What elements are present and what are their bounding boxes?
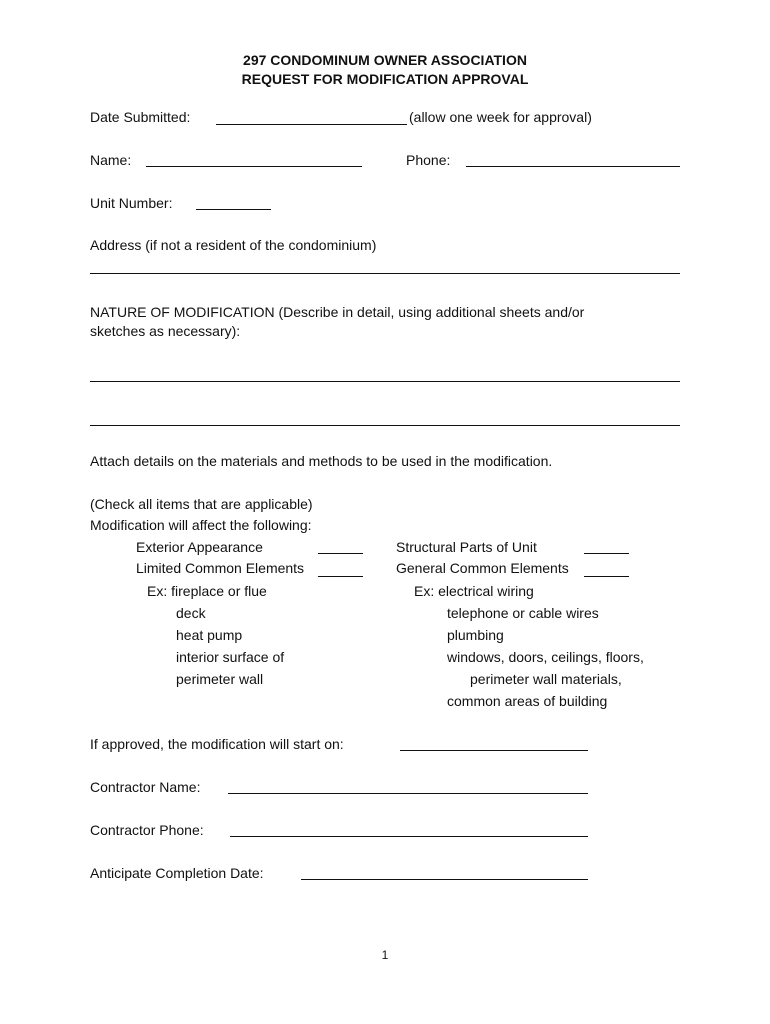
form-title: 297 CONDOMINUM OWNER ASSOCIATION [243, 52, 527, 68]
left-example-item: perimeter wall [176, 671, 264, 687]
nature-heading: NATURE OF MODIFICATION (Describe in detail, using additional sheets and/or [90, 304, 585, 320]
left-example-item: heat pump [176, 627, 243, 643]
address-label: Address (if not a resident of the condominium) [90, 237, 377, 253]
right-example-item: plumbing [447, 627, 504, 643]
left-example-item: interior surface of [176, 649, 285, 665]
attach-instructions: Attach details on the materials and methods to be used in the modification. [90, 453, 553, 469]
structural-parts-check[interactable] [584, 553, 629, 554]
affects-heading: Modification will affect the following: [90, 517, 312, 533]
start-date-field[interactable] [400, 750, 588, 751]
nature-field-line-2[interactable] [90, 425, 680, 426]
phone-field[interactable] [466, 166, 680, 167]
date-submitted-note: (allow one week for approval) [409, 109, 592, 125]
unit-number-label: Unit Number: [90, 195, 173, 211]
structural-parts-label: Structural Parts of Unit [396, 539, 537, 555]
right-example-item: common areas of building [447, 693, 608, 709]
general-common-elements-label: General Common Elements [396, 560, 569, 576]
limited-common-elements-check[interactable] [318, 576, 363, 577]
left-example-item: deck [176, 605, 206, 621]
nature-field-line-1[interactable] [90, 381, 680, 382]
unit-number-field[interactable] [196, 209, 271, 210]
contractor-phone-field[interactable] [230, 836, 588, 837]
exterior-appearance-label: Exterior Appearance [136, 539, 263, 555]
address-field[interactable] [90, 273, 680, 274]
right-example-item: telephone or cable wires [447, 605, 599, 621]
date-submitted-field[interactable] [216, 124, 407, 125]
completion-date-label: Anticipate Completion Date: [90, 865, 264, 881]
left-examples-label: Ex: fireplace or flue [147, 583, 267, 599]
form-subtitle: REQUEST FOR MODIFICATION APPROVAL [241, 71, 529, 87]
contractor-name-field[interactable] [228, 793, 588, 794]
right-examples-label: Ex: electrical wiring [414, 583, 534, 599]
completion-date-field[interactable] [301, 879, 588, 880]
exterior-appearance-check[interactable] [318, 553, 363, 554]
right-example-item: perimeter wall materials, [470, 671, 622, 687]
name-label: Name: [90, 152, 132, 168]
page-number: 1 [381, 948, 389, 962]
limited-common-elements-label: Limited Common Elements [136, 560, 305, 576]
start-date-label: If approved, the modification will start on: [90, 736, 344, 752]
right-example-item: windows, doors, ceilings, floors, [447, 649, 644, 665]
phone-label: Phone: [406, 152, 451, 168]
check-instructions: (Check all items that are applicable) [90, 496, 313, 512]
contractor-name-label: Contractor Name: [90, 779, 201, 795]
date-submitted-label: Date Submitted: [90, 109, 191, 125]
contractor-phone-label: Contractor Phone: [90, 822, 204, 838]
name-field[interactable] [146, 166, 362, 167]
nature-heading-cont: sketches as necessary): [90, 323, 241, 339]
general-common-elements-check[interactable] [584, 576, 629, 577]
